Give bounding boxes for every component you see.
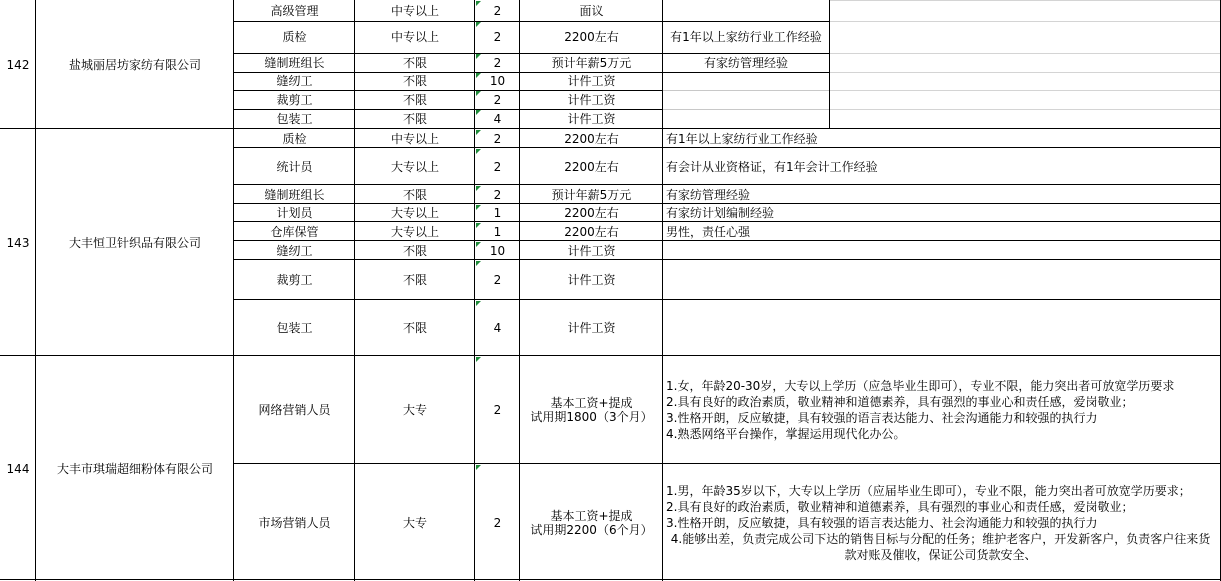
education-cell[interactable]: 大专以上	[390, 159, 439, 174]
requirement-line: 3.性格开朗，反应敏捷，具有较强的语言表达能力、社会沟通能力和较强的执行力	[666, 515, 1098, 530]
salary-cell[interactable]: 2200左右	[564, 224, 619, 239]
requirement-cell[interactable]	[663, 356, 1221, 464]
salary-cell[interactable]: 预计年薪5万元	[551, 187, 632, 202]
border-horizontal	[233, 299, 1221, 300]
education-cell[interactable]: 不限	[402, 321, 427, 335]
border-horizontal	[233, 259, 1221, 260]
cell-error-indicator[interactable]	[476, 223, 481, 228]
education-cell[interactable]: 大专	[402, 403, 427, 417]
cell-error-indicator[interactable]	[476, 22, 481, 27]
requirement-cell[interactable]: 有1年以上家纺行业工作经验	[666, 131, 818, 146]
border-horizontal	[233, 203, 1221, 204]
border-horizontal	[0, 128, 1221, 129]
position-cell[interactable]: 统计员	[276, 159, 313, 174]
company-name-142[interactable]: 盐城丽居坊家纺有限公司	[68, 57, 201, 72]
cell-error-indicator[interactable]	[476, 91, 481, 96]
position-cell[interactable]: 网络营销人员	[258, 403, 331, 417]
position-cell[interactable]: 缝纫工	[276, 243, 313, 258]
count-cell[interactable]: 1	[493, 224, 502, 239]
requirement-cell[interactable]: 有家纺计划编制经验	[666, 206, 775, 220]
count-cell[interactable]: 2	[493, 273, 502, 287]
salary-cell[interactable]: 2200左右	[564, 30, 619, 44]
row-number-144[interactable]: 144	[6, 461, 30, 476]
border-vertical	[519, 0, 520, 581]
border-vertical	[35, 0, 36, 581]
salary-cell[interactable]	[520, 464, 663, 581]
requirement-line: 1.女，年龄20-30岁，大专以上学历（应急毕业生即可），专业不限，能力突出者可放宽学历要求	[666, 379, 1175, 393]
border-horizontal	[233, 147, 1221, 148]
cell-error-indicator[interactable]	[476, 465, 481, 470]
border-horizontal	[0, 579, 1221, 580]
position-cell[interactable]: 缝制班组长	[264, 187, 325, 202]
border-vertical	[354, 0, 355, 581]
salary-line: 基本工资+提成	[550, 508, 633, 523]
cell-error-indicator[interactable]	[476, 357, 481, 362]
gridline	[663, 90, 829, 91]
count-cell[interactable]: 10	[489, 74, 506, 88]
cell-error-indicator[interactable]	[476, 54, 481, 59]
salary-line: 基本工资+提成	[550, 396, 633, 410]
requirement-line: 3.性格开朗，反应敏捷，具有较强的语言表达能力、社会沟通能力和较强的执行力	[666, 411, 1098, 425]
position-cell[interactable]: 包装工	[276, 321, 313, 335]
cell-error-indicator[interactable]	[476, 130, 481, 135]
border-horizontal	[233, 53, 830, 54]
education-cell[interactable]: 不限	[402, 55, 427, 70]
education-cell[interactable]: 大专	[402, 515, 427, 530]
cell-error-indicator[interactable]	[476, 261, 481, 266]
row-number-142[interactable]: 142	[6, 57, 30, 72]
requirement-line: 1.男，年龄35岁以下，大专以上学历（应届毕业生即可），专业不限，能力突出者可放宽学历要求；	[666, 483, 1191, 498]
position-cell[interactable]: 缝制班组长	[264, 55, 325, 70]
border-horizontal	[233, 184, 1221, 185]
position-cell[interactable]: 仓库保管	[270, 224, 319, 239]
border-horizontal	[233, 109, 663, 110]
salary-cell[interactable]: 计件工资	[567, 74, 616, 88]
requirement-cell[interactable]: 有家纺管理经验	[703, 55, 788, 70]
count-cell[interactable]: 2	[493, 30, 502, 44]
gridline	[829, 21, 1221, 22]
gridline	[829, 109, 1221, 110]
requirement-cell[interactable]: 有家纺管理经验	[666, 187, 751, 202]
gridline	[829, 90, 1221, 91]
education-cell[interactable]: 中专以上	[390, 30, 439, 44]
cell-error-indicator[interactable]	[476, 205, 481, 210]
gridline	[663, 109, 829, 110]
requirement-cell[interactable]: 男性，责任心强	[666, 224, 751, 239]
salary-line: 试用期1800（3个月）	[530, 410, 653, 424]
education-cell[interactable]: 大专以上	[390, 206, 439, 220]
cell-error-indicator[interactable]	[476, 110, 481, 115]
count-cell[interactable]: 2	[493, 403, 502, 417]
salary-cell[interactable]: 计件工资	[567, 321, 616, 335]
gridline	[829, 72, 1221, 73]
count-cell[interactable]: 4	[493, 112, 502, 126]
border-horizontal	[233, 221, 1221, 222]
requirement-line: 4.熟悉网络平台操作，掌握运用现代化办公。	[666, 427, 906, 441]
company-name-144[interactable]: 大丰市琪瑞超细粉体有限公司	[56, 461, 213, 476]
salary-cell[interactable]	[520, 356, 663, 464]
education-cell[interactable]: 不限	[402, 92, 427, 107]
requirement-line: 4.能够出差，负责完成公司下达的销售目标与分配的任务；维护老客户，开发新客户，负责客户往来货款对账及催收，保证公司货款安全、	[670, 531, 1211, 562]
salary-cell[interactable]: 2200左右	[564, 159, 619, 174]
salary-cell[interactable]: 预计年薪5万元	[551, 55, 632, 70]
education-cell[interactable]: 中专以上	[390, 131, 439, 146]
cell-error-indicator[interactable]	[476, 73, 481, 78]
education-cell[interactable]: 不限	[402, 243, 427, 258]
border-horizontal	[233, 240, 1221, 241]
position-cell[interactable]: 裁剪工	[276, 92, 313, 107]
salary-cell[interactable]: 2200左右	[564, 131, 619, 146]
salary-cell[interactable]: 2200左右	[564, 206, 619, 220]
position-cell[interactable]: 质检	[282, 30, 307, 44]
gridline	[829, 53, 1221, 54]
count-cell[interactable]: 2	[493, 159, 502, 174]
education-cell[interactable]: 不限	[402, 187, 427, 202]
position-cell[interactable]: 缝纫工	[276, 74, 313, 88]
salary-line: 试用期2200（6个月）	[530, 522, 653, 537]
education-cell[interactable]: 不限	[402, 74, 427, 88]
count-cell[interactable]: 2	[493, 3, 502, 18]
position-cell[interactable]: 质检	[282, 131, 307, 146]
border-vertical	[474, 0, 475, 581]
requirement-line: 2.具有良好的政治素质，敬业精神和道德素养，具有强烈的事业心和责任感，爱岗敬业；	[666, 395, 1134, 409]
requirement-cell[interactable]	[663, 464, 1221, 581]
position-cell[interactable]: 计划员	[276, 206, 313, 220]
border-horizontal	[233, 463, 1221, 464]
count-cell[interactable]: 2	[493, 92, 502, 107]
cell-error-indicator[interactable]	[476, 186, 481, 191]
cell-error-indicator[interactable]	[476, 242, 481, 247]
salary-cell[interactable]: 计件工资	[567, 243, 616, 258]
border-vertical	[233, 0, 234, 581]
border-horizontal	[0, 355, 1221, 356]
education-cell[interactable]: 不限	[402, 273, 427, 287]
salary-cell[interactable]: 计件工资	[567, 273, 616, 287]
education-cell[interactable]: 中专以上	[390, 3, 439, 18]
count-cell[interactable]: 1	[493, 206, 502, 220]
requirement-line: 2.具有良好的政治素质，敬业精神和道德素养，具有强烈的事业心和责任感，爱岗敬业；	[666, 499, 1134, 514]
cell-error-indicator[interactable]	[476, 1, 481, 6]
requirement-cell[interactable]: 有会计从业资格证，有1年会计工作经验	[666, 159, 878, 174]
count-cell[interactable]: 2	[493, 55, 502, 70]
count-cell[interactable]: 4	[493, 321, 502, 335]
count-cell[interactable]: 10	[489, 243, 506, 258]
salary-cell[interactable]: 计件工资	[567, 112, 616, 126]
position-cell[interactable]: 裁剪工	[276, 273, 313, 287]
position-cell[interactable]: 高级管理	[270, 3, 319, 18]
border-horizontal	[233, 90, 663, 91]
cell-error-indicator[interactable]	[476, 149, 481, 154]
salary-cell[interactable]: 计件工资	[567, 92, 616, 107]
salary-cell[interactable]: 面议	[579, 3, 604, 18]
education-cell[interactable]: 大专以上	[390, 224, 439, 239]
position-cell[interactable]: 包装工	[276, 112, 313, 126]
count-cell[interactable]: 2	[493, 515, 502, 530]
row-number-143[interactable]: 143	[6, 235, 30, 250]
border-vertical	[829, 0, 830, 129]
gridline	[829, 0, 1221, 1]
border-horizontal	[233, 21, 830, 22]
company-name-143[interactable]: 大丰恒卫针织品有限公司	[68, 235, 201, 250]
border-horizontal	[233, 72, 830, 73]
requirement-cell[interactable]: 有1年以上家纺行业工作经验	[670, 30, 822, 44]
border-vertical	[662, 0, 663, 581]
count-cell[interactable]: 2	[493, 131, 502, 146]
education-cell[interactable]: 不限	[402, 112, 427, 126]
cell-error-indicator[interactable]	[476, 301, 481, 306]
position-cell[interactable]: 市场营销人员	[258, 515, 331, 530]
count-cell[interactable]: 2	[493, 187, 502, 202]
